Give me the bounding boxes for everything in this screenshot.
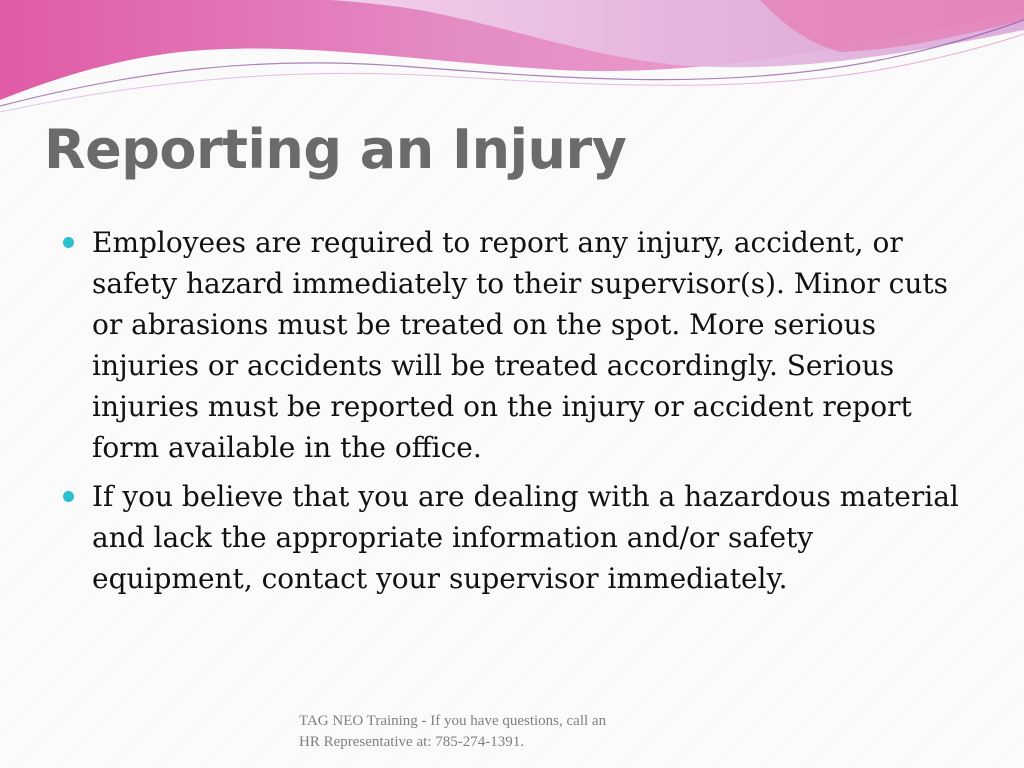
- decorative-wave-banner: [0, 0, 1024, 120]
- bullet-item: [58, 222, 978, 468]
- bullet-list: [58, 222, 978, 607]
- footer-line: TAG NEO Training - If you have questions, call an: [299, 713, 607, 729]
- bullet-text: Employees are required to report any injury, accident, or safety hazard immediately to their supervisor(s). Minor cuts or abrasions must be treated on the spot. More serious injuries or accidents will be treated accordingly. Serious injuries must be reported on the injury or accident report form available in the office.: [92, 226, 948, 464]
- bullet-dot-icon: [63, 491, 74, 502]
- bullet-dot-icon: [63, 237, 74, 248]
- slide-footer: [299, 711, 679, 753]
- bullet-item: [58, 476, 978, 599]
- footer-line: HR Representative at: 785-274-1391.: [299, 734, 524, 750]
- bullet-text: If you believe that you are dealing with a hazardous material and lack the appropriate information and/or safety equipment, contact your supervisor immediately.: [92, 480, 959, 595]
- slide-title: Reporting an Injury: [44, 118, 627, 181]
